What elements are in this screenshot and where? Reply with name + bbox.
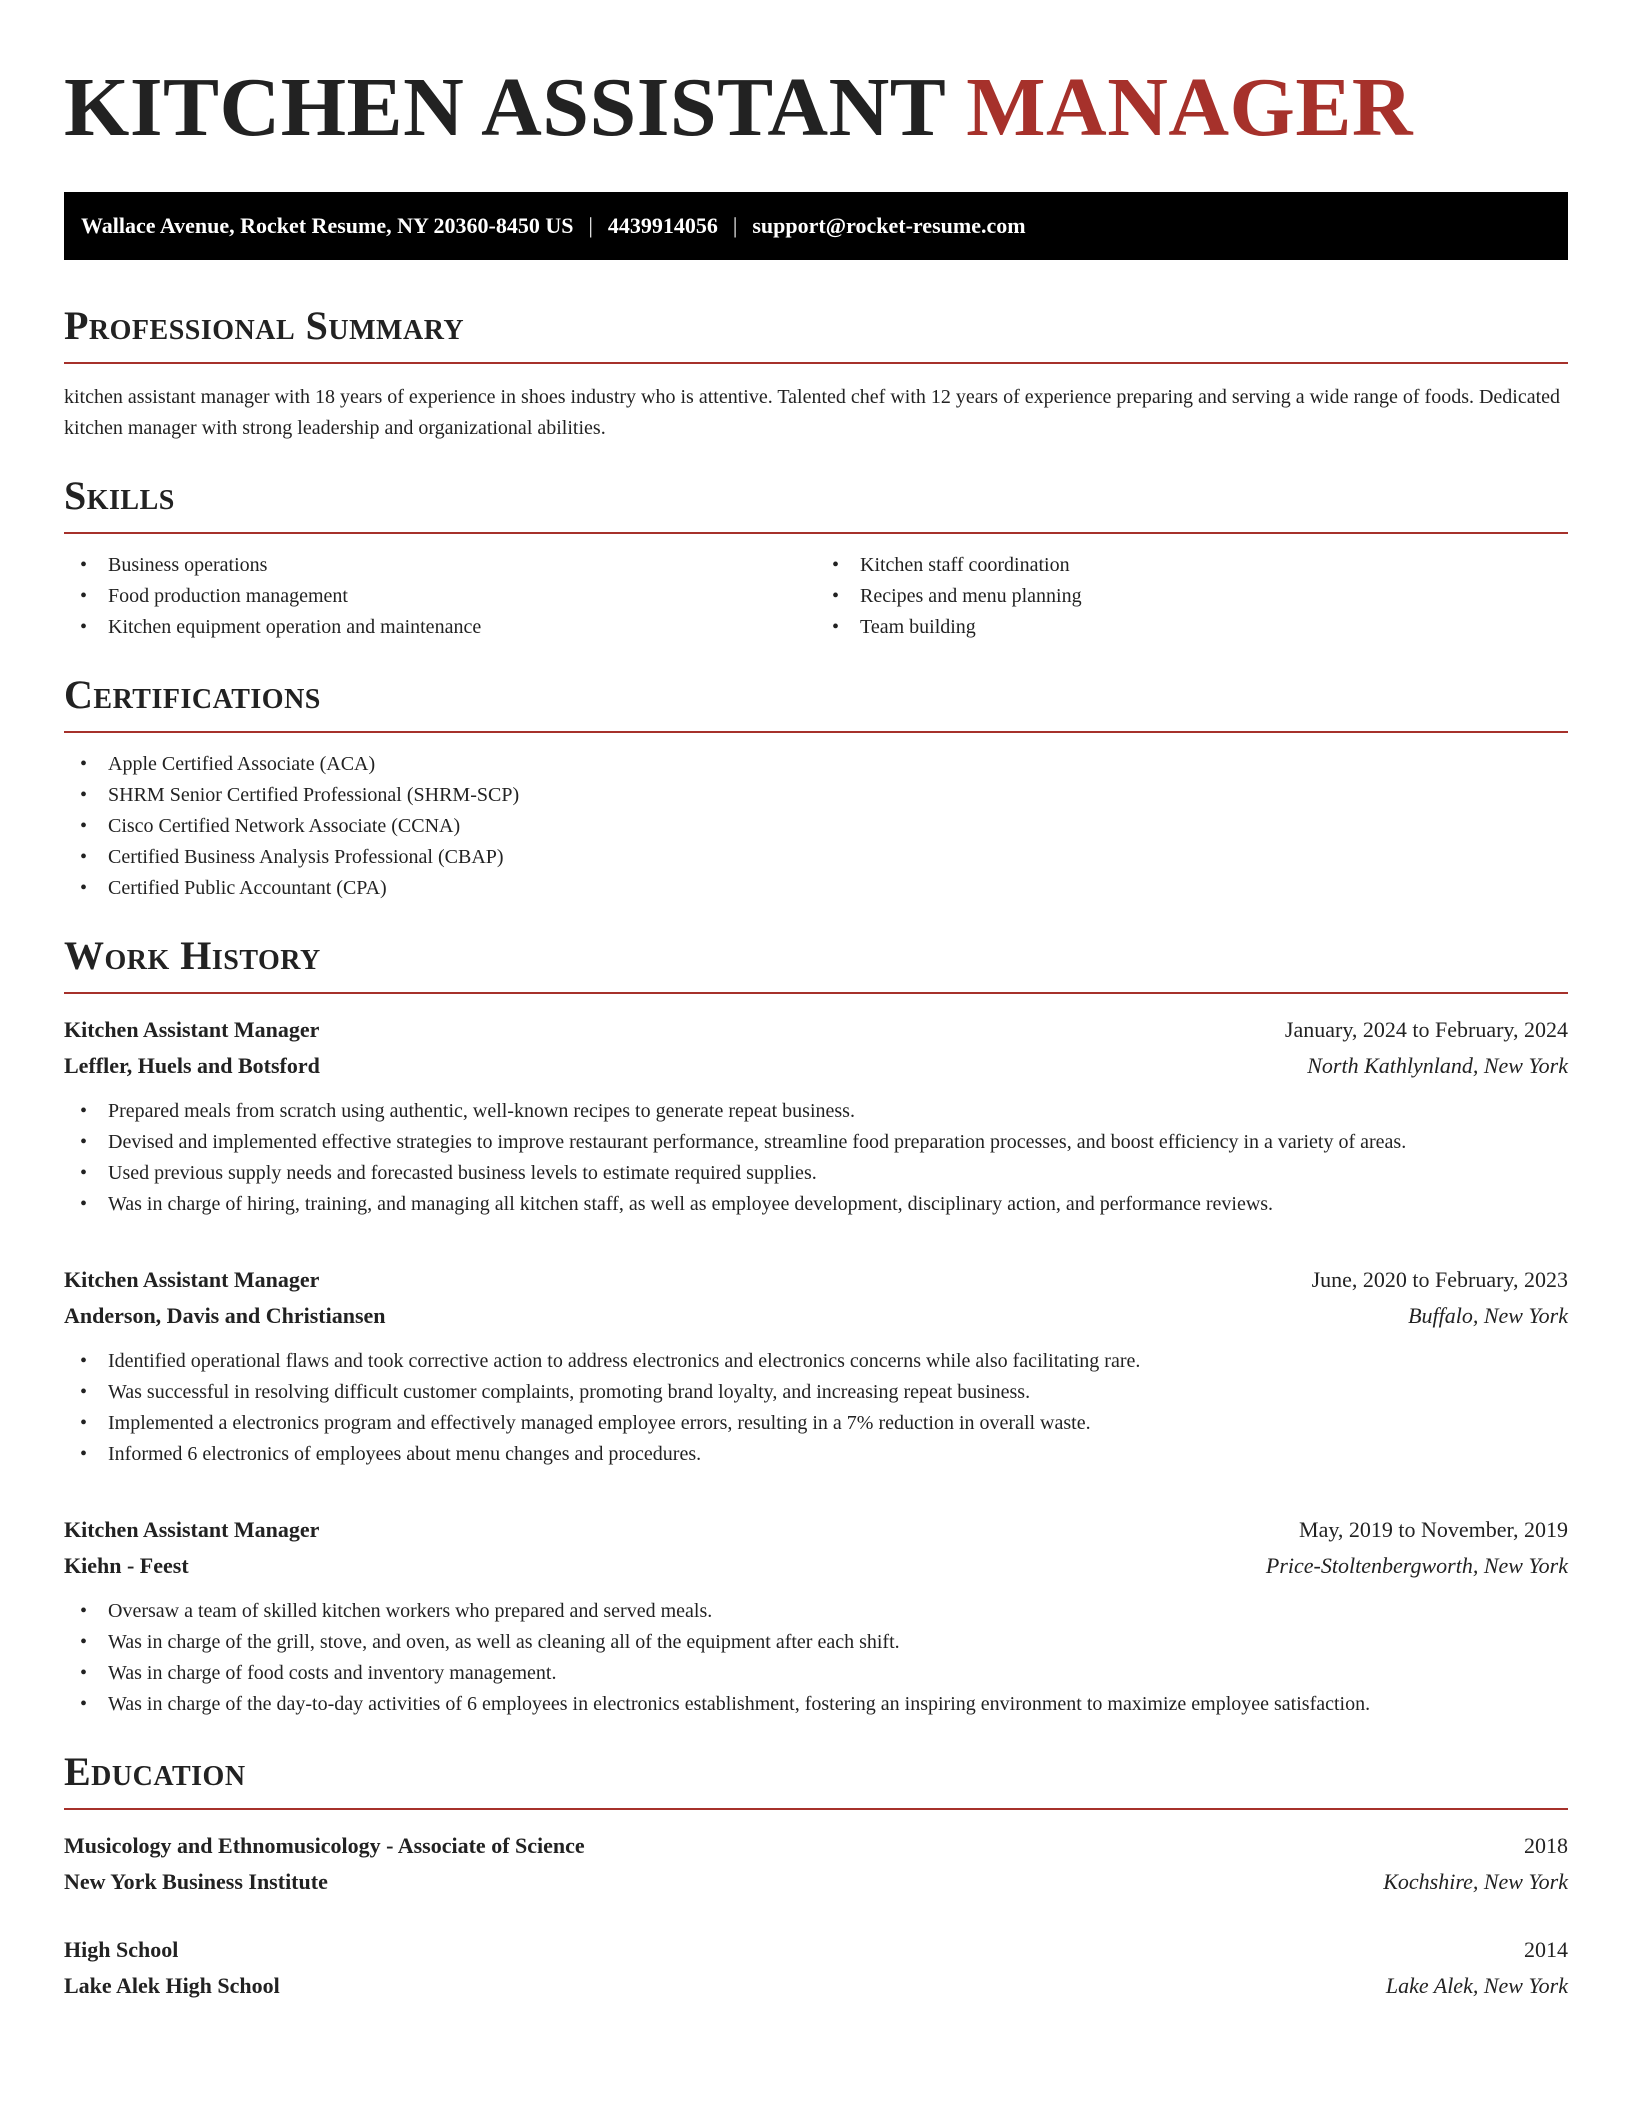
job-company-row [64,1048,1568,1084]
education-section [64,1750,1568,2004]
work-history-section [64,934,1568,1720]
job-company: Anderson, Davis and Christiansen [64,1303,386,1328]
summary-section [64,304,1568,444]
section-heading: Education [64,1750,1568,1810]
job-bullet: • Implemented a electronics program and effectively managed employee errors, resulting in a 7% reduction in overall waste. [64,1408,1568,1439]
job-bullets [64,1596,1568,1720]
contact-address: Wallace Avenue, Rocket Resume, NY 20360-8450 US [81,213,574,238]
job-dates: June, 2020 to February, 2023 [1311,1267,1568,1292]
job-dates: May, 2019 to November, 2019 [1299,1517,1568,1542]
education-degree: High School [64,1937,179,1962]
job-bullet: • Was in charge of food costs and inventory management. [64,1658,1568,1689]
certification-item: • Cisco Certified Network Associate (CCNA) [64,811,1568,842]
summary-text: kitchen assistant manager with 18 years of experience in shoes industry who is attentive. Talented chef with 12 years of experience preparing and serving a wide range of foods. Dedicated kitchen manager with strong leadership and organizational abilities. [64,386,1561,439]
job-bullet: • Was in charge of the grill, stove, and oven, as well as cleaning all of the equipment after each shift. [64,1627,1568,1658]
education-location: Lake Alek, New York [1385,1973,1568,1998]
skill-item: • Food production management [64,581,816,612]
education-location: Kochshire, New York [1383,1869,1568,1894]
certification-item: • SHRM Senior Certified Professional (SHRM-SCP) [64,780,1568,811]
certification-item: • Certified Public Accountant (CPA) [64,873,1568,904]
certifications-section [64,673,1568,904]
skills-list-left [64,550,816,643]
job-company-row [64,1548,1568,1584]
skills-list-right [816,550,1568,643]
job-location: Buffalo, New York [1408,1303,1568,1328]
education-degree-row [64,1828,1568,1864]
education-year: 2018 [1524,1833,1568,1858]
certifications-list [64,749,1568,904]
job-bullet: • Oversaw a team of skilled kitchen workers who prepared and served meals. [64,1596,1568,1627]
contact-separator: | [732,213,738,238]
education-degree-row [64,1932,1568,1968]
resume-title [64,60,1568,156]
contact-bar [64,192,1568,260]
job-bullet: • Informed 6 electronics of employees about menu changes and procedures. [64,1439,1568,1470]
section-heading: Skills [64,474,1568,534]
job-bullet: • Prepared meals from scratch using authentic, well-known recipes to generate repeat business. [64,1096,1568,1127]
job-entry [64,1262,1568,1470]
education-school: Lake Alek High School [64,1973,280,1998]
job-bullet: • Was in charge of hiring, training, and managing all kitchen staff, as well as employee development, disciplinary action, and performance reviews. [64,1189,1568,1220]
contact-phone: 4439914056 [607,213,718,238]
education-school: New York Business Institute [64,1869,328,1894]
job-bullet: • Was successful in resolving difficult customer complaints, promoting brand loyalty, and increasing repeat business. [64,1377,1568,1408]
job-bullet: • Used previous supply needs and forecasted business levels to estimate required supplies. [64,1158,1568,1189]
skill-item: • Kitchen equipment operation and maintenance [64,612,816,643]
job-company: Kiehn - Feest [64,1553,189,1578]
title-main: KITCHEN ASSISTANT [64,61,945,154]
job-bullets [64,1346,1568,1470]
job-company-row [64,1298,1568,1334]
job-location: Price-Stoltenbergworth, New York [1265,1553,1568,1578]
title-accent: MANAGER [966,61,1414,154]
job-bullet: • Devised and implemented effective strategies to improve restaurant performance, streamline food preparation processes, and boost efficiency in a variety of areas. [64,1127,1568,1158]
job-bullet: • Identified operational flaws and took corrective action to address electronics and electronics concerns while also facilitating rare. [64,1346,1568,1377]
section-heading: Certifications [64,673,1568,733]
job-title: Kitchen Assistant Manager [64,1517,320,1542]
education-degree: Musicology and Ethnomusicology - Associate of Science [64,1833,585,1858]
education-school-row [64,1864,1568,1900]
skills-section [64,474,1568,643]
contact-email: support@rocket-resume.com [752,213,1026,238]
job-dates: January, 2024 to February, 2024 [1284,1017,1568,1042]
skill-item: • Kitchen staff coordination [816,550,1568,581]
section-heading: Professional Summary [64,304,1568,364]
job-title: Kitchen Assistant Manager [64,1017,320,1042]
education-entry [64,1932,1568,2004]
job-company: Leffler, Huels and Botsford [64,1053,320,1078]
education-year: 2014 [1524,1937,1568,1962]
education-school-row [64,1968,1568,2004]
job-entry [64,1512,1568,1720]
certification-item: • Certified Business Analysis Professional (CBAP) [64,842,1568,873]
skills-grid [64,534,1568,643]
job-location: North Kathlynland, New York [1307,1053,1568,1078]
skill-item: • Business operations [64,550,816,581]
contact-separator: | [588,213,593,238]
certification-item: • Apple Certified Associate (ACA) [64,749,1568,780]
job-title-row [64,1012,1568,1048]
job-title-row [64,1512,1568,1548]
job-title: Kitchen Assistant Manager [64,1267,320,1292]
education-entry [64,1828,1568,1900]
job-entry [64,1012,1568,1220]
skill-item: • Recipes and menu planning [816,581,1568,612]
job-title-row [64,1262,1568,1298]
section-heading: Work History [64,934,1568,994]
job-bullets [64,1096,1568,1220]
skill-item: • Team building [816,612,1568,643]
job-bullet: • Was in charge of the day-to-day activities of 6 employees in electronics establishment, fostering an inspiring environment to maximize employee satisfaction. [64,1689,1568,1720]
